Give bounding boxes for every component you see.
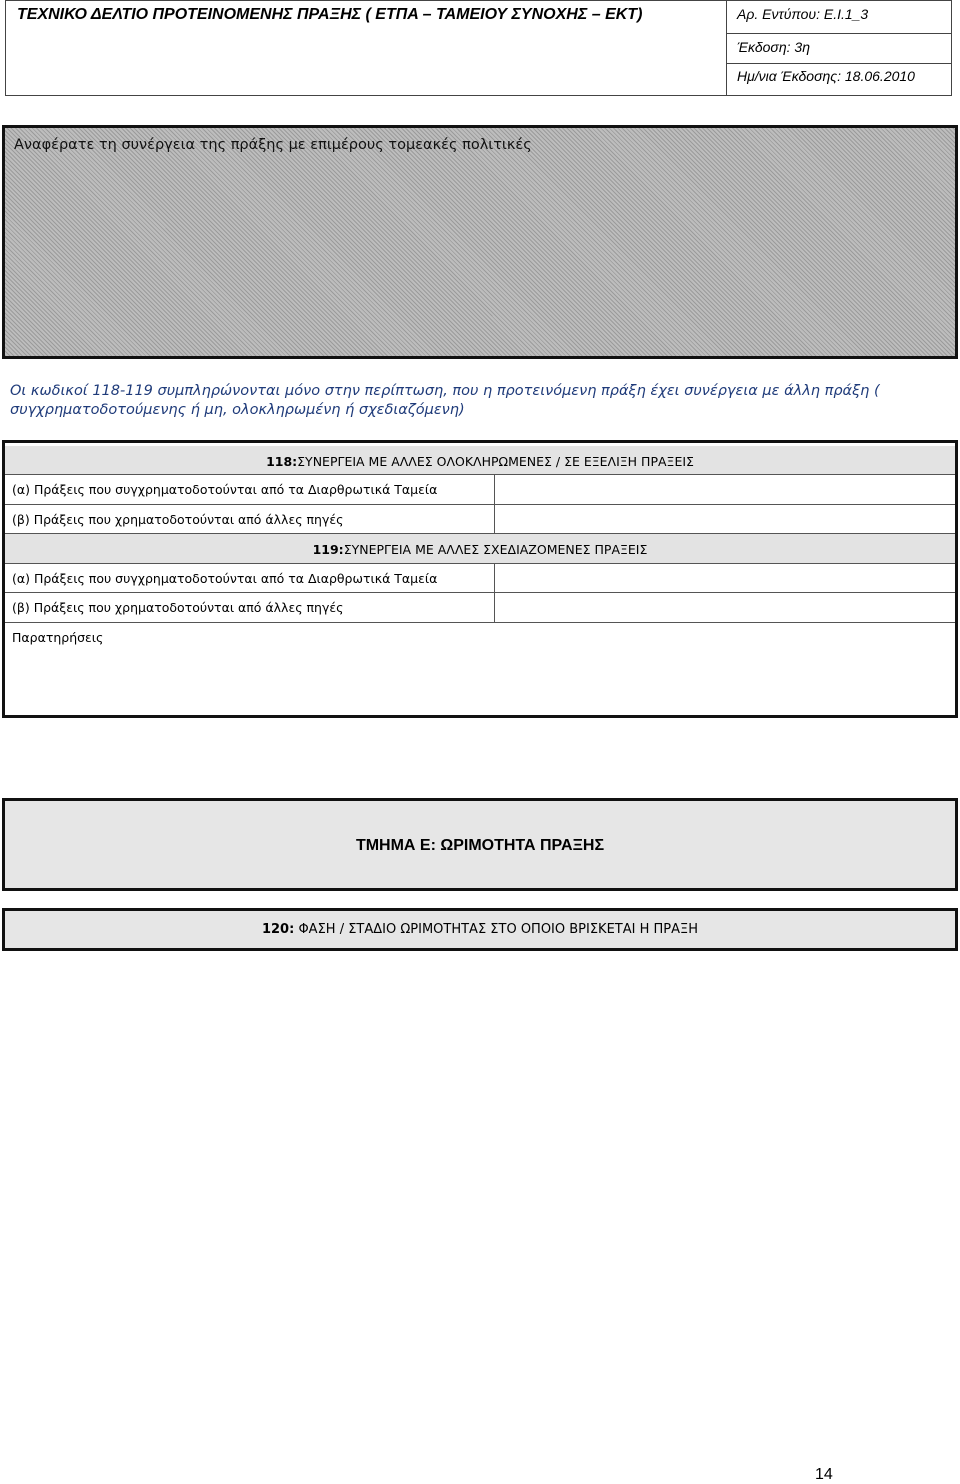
section-119-row-a-label: (α) Πράξεις που συγχρηματοδοτούνται από τα Διαρθρωτικά Ταμεία <box>12 571 438 586</box>
section-118-title: ΣΥΝΕΡΓΕΙΑ ΜΕ ΑΛΛΕΣ ΟΛΟΚΛΗΡΩΜΕΝΕΣ / ΣΕ ΕΞΕΛΙΞΗ ΠΡΑΞΕΙΣ <box>297 454 694 469</box>
sectoral-policies-box[interactable] <box>2 125 958 359</box>
header-rule <box>726 33 951 34</box>
section-119-header <box>5 534 955 564</box>
edition-date: Ημ/νια Έκδοσης: 18.06.2010 <box>737 68 915 84</box>
section-119-title: ΣΥΝΕΡΓΕΙΑ ΜΕ ΑΛΛΕΣ ΣΧΕΔΙΑΖΟΜΕΝΕΣ ΠΡΑΞΕΙΣ <box>343 542 648 557</box>
field-120-label <box>5 922 955 937</box>
document-title: ΤΕΧΝΙΚΟ ΔΕΛΤΙΟ ΠΡΟΤΕΙΝΟΜΕΝΗΣ ΠΡΑΞΗΣ ( ΕΤΠΑ – ΤΑΜΕΙΟΥ ΣΥΝΟΧΗΣ – ΕΚΤ) <box>17 6 643 23</box>
section-118-code: 118: <box>266 454 298 469</box>
edition: Έκδοση: 3η <box>737 39 810 55</box>
section-119-code: 119: <box>312 542 344 557</box>
field-120-header <box>2 908 958 951</box>
sectoral-policies-label: Αναφέρατε τη συνέργεια της πράξης με επιμέρους τομεακές πολιτικές <box>14 137 532 153</box>
page-number: 14 <box>815 1466 833 1483</box>
section-118-row-b <box>5 505 955 534</box>
document-header <box>5 0 952 96</box>
section-119-row-b <box>5 593 955 623</box>
section-118-row-b-label: (β) Πράξεις που χρηματοδοτούνται από άλλες πηγές <box>12 512 344 527</box>
section-118-row-b-input[interactable] <box>495 505 955 533</box>
field-120-title: ΦΑΣΗ / ΣΤΑΔΙΟ ΩΡΙΜΟΤΗΤΑΣ ΣΤΟ ΟΠΟΙΟ ΒΡΙΣΚΕΤΑΙ Η ΠΡΑΞΗ <box>294 922 699 937</box>
form-number: Αρ. Εντύπου: Ε.Ι.1_3 <box>737 6 869 22</box>
section-e-banner <box>2 798 958 891</box>
remarks-input[interactable] <box>5 648 955 715</box>
header-rule <box>726 63 951 64</box>
field-120-code: 120: <box>261 922 295 937</box>
synergy-form <box>2 440 958 718</box>
section-118-row-a-input[interactable] <box>495 475 955 504</box>
section-118-header <box>5 446 955 475</box>
section-119-row-b-label: (β) Πράξεις που χρηματοδοτούνται από άλλες πηγές <box>12 600 344 615</box>
header-divider <box>726 1 727 95</box>
section-e-title: ΤΜΗΜΑ Ε: ΩΡΙΜΟΤΗΤΑ ΠΡΑΞΗΣ <box>355 837 605 854</box>
codes-note: Οι κωδικοί 118-119 συμπληρώνονται μόνο στην περίπτωση, που η προτεινόμενη πράξη έχει συνέργεια με άλλη πράξη ( συγχρηματοδοτούμενης ή μη, ολοκληρωμένη ή σχεδιαζόμενη) <box>10 383 880 418</box>
section-119-row-b-input[interactable] <box>495 593 955 622</box>
section-118-row-a-label: (α) Πράξεις που συγχρηματοδοτούνται από τα Διαρθρωτικά Ταμεία <box>12 482 438 497</box>
section-119-row-a-input[interactable] <box>495 564 955 592</box>
section-119-row-a <box>5 564 955 593</box>
section-118-row-a <box>5 475 955 505</box>
remarks-label: Παρατηρήσεις <box>12 630 104 645</box>
